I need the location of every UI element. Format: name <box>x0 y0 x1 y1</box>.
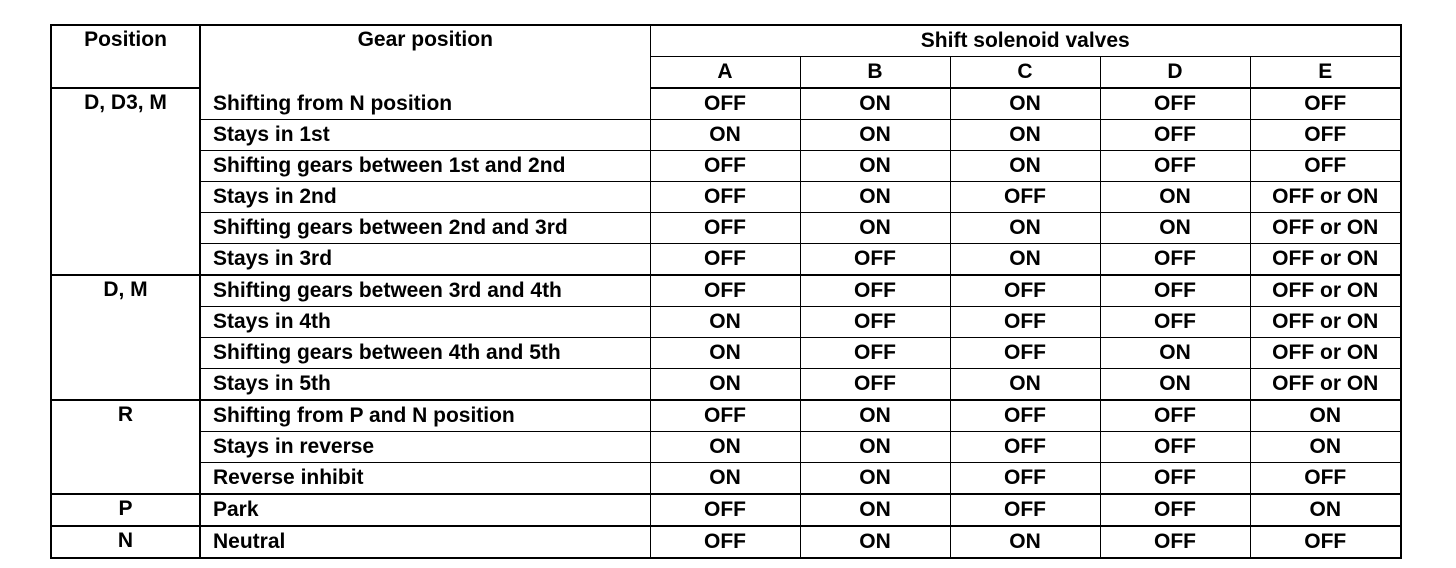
table-row <box>51 338 1401 369</box>
valve-c-state: OFF <box>950 400 1100 432</box>
table-body <box>51 88 1401 558</box>
position-cell: N <box>51 526 200 558</box>
valve-d-state: OFF <box>1100 463 1250 495</box>
valve-e-state: OFF or ON <box>1250 275 1401 307</box>
header-valve-e: E <box>1250 57 1401 89</box>
valve-c-state: OFF <box>950 432 1100 463</box>
valve-b-state: OFF <box>800 369 950 401</box>
valve-e-state: OFF <box>1250 526 1401 558</box>
valve-b-state: OFF <box>800 275 950 307</box>
table-row <box>51 120 1401 151</box>
valve-c-state: ON <box>950 526 1100 558</box>
valve-a-state: ON <box>650 369 800 401</box>
valve-a-state: ON <box>650 120 800 151</box>
valve-e-state: OFF <box>1250 120 1401 151</box>
valve-d-state: OFF <box>1100 432 1250 463</box>
valve-a-state: OFF <box>650 151 800 182</box>
gear-position-cell: Stays in 5th <box>200 369 650 401</box>
position-cell: P <box>51 494 200 526</box>
table-row <box>51 88 1401 120</box>
gear-position-cell: Shifting from N position <box>200 88 650 120</box>
valve-e-state: OFF or ON <box>1250 307 1401 338</box>
gear-position-cell: Shifting gears between 3rd and 4th <box>200 275 650 307</box>
valve-a-state: OFF <box>650 526 800 558</box>
position-cell: D, M <box>51 275 200 400</box>
valve-a-state: ON <box>650 307 800 338</box>
gear-position-cell: Stays in 4th <box>200 307 650 338</box>
valve-b-state: ON <box>800 213 950 244</box>
valve-b-state: ON <box>800 400 950 432</box>
valve-e-state: ON <box>1250 494 1401 526</box>
table-row <box>51 275 1401 307</box>
header-valve-b: B <box>800 57 950 89</box>
position-cell: R <box>51 400 200 494</box>
valve-b-state: OFF <box>800 244 950 276</box>
valve-c-state: ON <box>950 213 1100 244</box>
header-valve-d: D <box>1100 57 1250 89</box>
valve-d-state: OFF <box>1100 400 1250 432</box>
valve-d-state: OFF <box>1100 244 1250 276</box>
table-row <box>51 432 1401 463</box>
valve-a-state: ON <box>650 432 800 463</box>
valve-a-state: ON <box>650 463 800 495</box>
valve-d-state: ON <box>1100 338 1250 369</box>
valve-b-state: ON <box>800 463 950 495</box>
table-row <box>51 151 1401 182</box>
gear-position-cell: Neutral <box>200 526 650 558</box>
gear-position-cell: Stays in 2nd <box>200 182 650 213</box>
gear-position-cell: Shifting from P and N position <box>200 400 650 432</box>
valve-b-state: OFF <box>800 338 950 369</box>
table-row <box>51 526 1401 558</box>
gear-position-cell: Stays in 1st <box>200 120 650 151</box>
valve-a-state: OFF <box>650 88 800 120</box>
valve-e-state: OFF or ON <box>1250 244 1401 276</box>
valve-c-state: ON <box>950 88 1100 120</box>
header-gear-position: Gear position <box>200 25 650 88</box>
valve-c-state: OFF <box>950 338 1100 369</box>
valve-b-state: ON <box>800 88 950 120</box>
header-row <box>51 25 1401 57</box>
valve-a-state: ON <box>650 338 800 369</box>
gear-position-cell: Shifting gears between 4th and 5th <box>200 338 650 369</box>
gear-position-cell: Stays in reverse <box>200 432 650 463</box>
valve-e-state: ON <box>1250 400 1401 432</box>
valve-b-state: ON <box>800 120 950 151</box>
table-row <box>51 494 1401 526</box>
valve-b-state: ON <box>800 526 950 558</box>
header-shift-solenoid-valves: Shift solenoid valves <box>650 25 1401 57</box>
table-row <box>51 182 1401 213</box>
valve-b-state: ON <box>800 432 950 463</box>
valve-d-state: ON <box>1100 369 1250 401</box>
valve-c-state: ON <box>950 151 1100 182</box>
valve-a-state: OFF <box>650 213 800 244</box>
valve-d-state: OFF <box>1100 494 1250 526</box>
valve-e-state: OFF <box>1250 463 1401 495</box>
header-valve-c: C <box>950 57 1100 89</box>
header-position: Position <box>51 25 200 88</box>
valve-d-state: ON <box>1100 182 1250 213</box>
valve-e-state: OFF <box>1250 151 1401 182</box>
valve-e-state: ON <box>1250 432 1401 463</box>
valve-d-state: ON <box>1100 213 1250 244</box>
table-row <box>51 213 1401 244</box>
valve-a-state: OFF <box>650 244 800 276</box>
valve-a-state: OFF <box>650 275 800 307</box>
valve-a-state: OFF <box>650 400 800 432</box>
valve-c-state: OFF <box>950 463 1100 495</box>
table-row <box>51 369 1401 401</box>
valve-e-state: OFF <box>1250 88 1401 120</box>
valve-c-state: OFF <box>950 307 1100 338</box>
gear-position-cell: Park <box>200 494 650 526</box>
table-row <box>51 400 1401 432</box>
table-row <box>51 463 1401 495</box>
valve-b-state: ON <box>800 182 950 213</box>
gear-position-cell: Shifting gears between 1st and 2nd <box>200 151 650 182</box>
valve-d-state: OFF <box>1100 526 1250 558</box>
valve-b-state: OFF <box>800 307 950 338</box>
valve-c-state: ON <box>950 244 1100 276</box>
valve-c-state: ON <box>950 369 1100 401</box>
valve-d-state: OFF <box>1100 88 1250 120</box>
valve-b-state: ON <box>800 494 950 526</box>
gear-position-cell: Shifting gears between 2nd and 3rd <box>200 213 650 244</box>
table-row <box>51 244 1401 276</box>
gear-position-cell: Reverse inhibit <box>200 463 650 495</box>
position-cell: D, D3, M <box>51 88 200 275</box>
valve-d-state: OFF <box>1100 307 1250 338</box>
valve-d-state: OFF <box>1100 275 1250 307</box>
valve-e-state: OFF or ON <box>1250 369 1401 401</box>
valve-c-state: OFF <box>950 182 1100 213</box>
valve-a-state: OFF <box>650 494 800 526</box>
shift-solenoid-table <box>50 24 1402 559</box>
valve-e-state: OFF or ON <box>1250 338 1401 369</box>
gear-position-cell: Stays in 3rd <box>200 244 650 276</box>
valve-d-state: OFF <box>1100 151 1250 182</box>
valve-d-state: OFF <box>1100 120 1250 151</box>
valve-c-state: OFF <box>950 494 1100 526</box>
valve-e-state: OFF or ON <box>1250 182 1401 213</box>
table-row <box>51 307 1401 338</box>
valve-c-state: OFF <box>950 275 1100 307</box>
valve-b-state: ON <box>800 151 950 182</box>
valve-e-state: OFF or ON <box>1250 213 1401 244</box>
valve-c-state: ON <box>950 120 1100 151</box>
header-valve-a: A <box>650 57 800 89</box>
valve-a-state: OFF <box>650 182 800 213</box>
